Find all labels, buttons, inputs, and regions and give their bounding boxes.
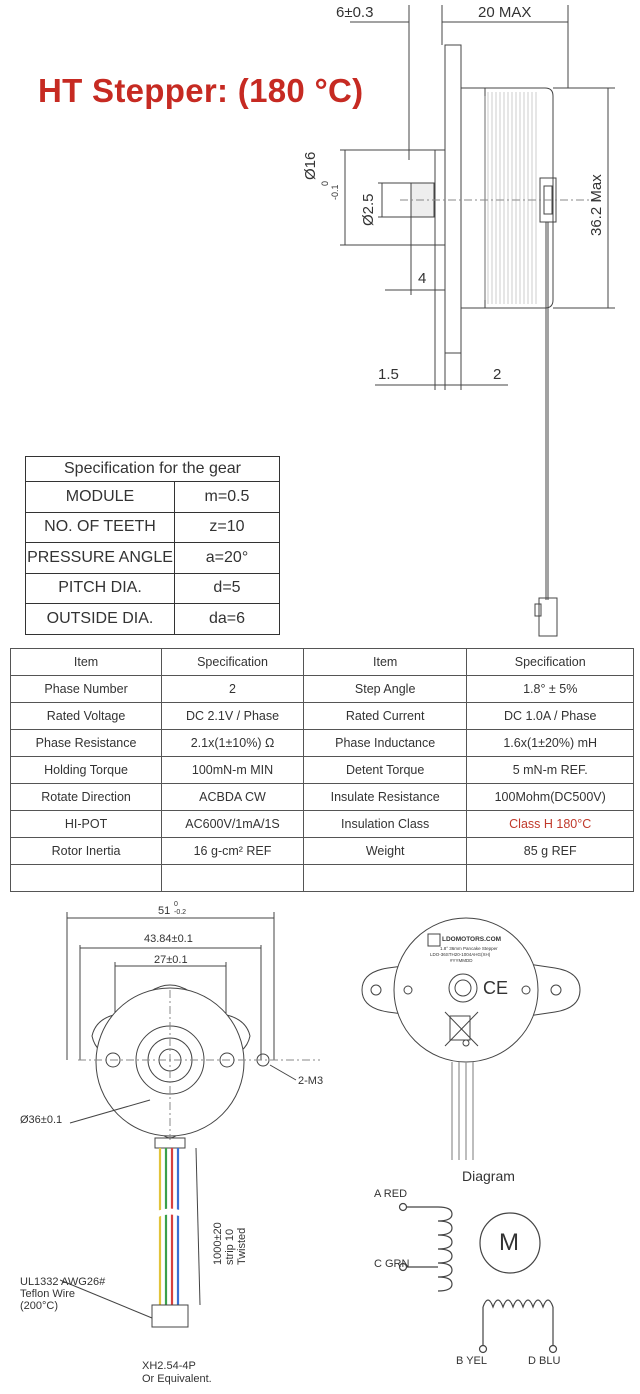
height-dim: 36.2 Max <box>588 174 605 236</box>
wire-b-label: B YEL <box>456 1355 487 1367</box>
shaft-tol-up: 0 <box>320 180 330 186</box>
wire-c-label: C GRN <box>374 1258 410 1270</box>
table-header-row: Item Specification Item Specification <box>11 649 634 676</box>
table-row: Phase Resistance 2.1x(1±10%) Ω Phase Inductance 1.6x(1±20%) mH <box>11 730 634 757</box>
overall-dim: 51 <box>158 905 171 917</box>
body-dia-dim: Ø36±0.1 <box>20 1114 63 1126</box>
table-row: Phase Number 2 Step Angle 1.8° ± 5% <box>11 676 634 703</box>
table-row: Rotor Inertia 16 g-cm² REF Weight 85 g REF <box>11 838 634 865</box>
right-thk-dim: 2 <box>493 366 502 383</box>
table-row: MODULE m=0.5 <box>26 482 280 513</box>
table-row: PITCH DIA. d=5 <box>26 573 280 604</box>
front-view <box>67 912 320 1148</box>
spec-table <box>10 648 634 892</box>
wire-d-label: D BLU <box>528 1355 561 1367</box>
table-row: Rotate Direction ACBDA CW Insulate Resistance 100Mohm(DC500V) <box>11 784 634 811</box>
overall-tol-low: -0.2 <box>174 909 187 916</box>
screw-dim: 2-M3 <box>298 1075 324 1087</box>
table-row: Rated Voltage DC 2.1V / Phase Rated Current DC 1.0A / Phase <box>11 703 634 730</box>
table-row <box>11 865 634 892</box>
bore-dim: Ø2.5 <box>360 193 377 226</box>
ce-mark-icon: CE <box>483 978 509 998</box>
table-row: HI-POT AC600V/1mA/1S Insulation Class Class H 180°C <box>11 811 634 838</box>
overall-tol-up: 0 <box>174 901 178 908</box>
label-line1: 1.8° 36mm Pancake Stepper <box>440 946 498 951</box>
table-row: OUTSIDE DIA. da=6 <box>26 604 280 635</box>
diagram-title: Diagram <box>462 1168 515 1184</box>
motor-symbol: M <box>499 1229 519 1256</box>
gear-spec-table <box>25 456 280 635</box>
left-thk-dim: 1.5 <box>378 366 399 383</box>
mount-dim: 43.84±0.1 <box>144 933 193 945</box>
flange-dim: 6±0.3 <box>336 4 374 21</box>
shaft-dia-dim: Ø16 <box>302 151 319 180</box>
connector-note: XH2.54-4P Or Equivalent. <box>142 1360 212 1385</box>
insulation-class-value: Class H 180°C <box>467 811 634 838</box>
table-row: NO. OF TEETH z=10 <box>26 512 280 543</box>
table-row: PRESSURE ANGLE a=20° <box>26 543 280 574</box>
label-brand: LDOMOTORS.COM <box>442 936 502 943</box>
wire-note: UL1332 AWG26# Teflon Wire (200°C) <box>20 1276 106 1312</box>
wire-a-label: A RED <box>374 1188 408 1200</box>
label-line2: LDO-36STH20-1004AHG(XH) <box>430 952 491 957</box>
wire-bundle <box>160 1148 178 1305</box>
gear-spec-caption: Specification for the gear <box>26 457 280 482</box>
inner-dim: 27±0.1 <box>154 954 188 966</box>
label-line3: #YYMMDD <box>450 958 473 963</box>
wiring-diagram <box>400 1204 557 1353</box>
table-row: Holding Torque 100mN-m MIN Detent Torque 5 mN-m REF. <box>11 757 634 784</box>
gear-width-dim: 4 <box>418 270 427 287</box>
cable-dim: 1000±20 strip 10 Twisted <box>212 1222 248 1265</box>
shaft-tol-low: -0.1 <box>330 184 340 200</box>
page-title: HT Stepper: (180 °C) <box>38 72 364 109</box>
label-wires <box>452 1062 473 1160</box>
rib-lines <box>488 92 536 304</box>
depth-dim: 20 MAX <box>478 4 532 21</box>
